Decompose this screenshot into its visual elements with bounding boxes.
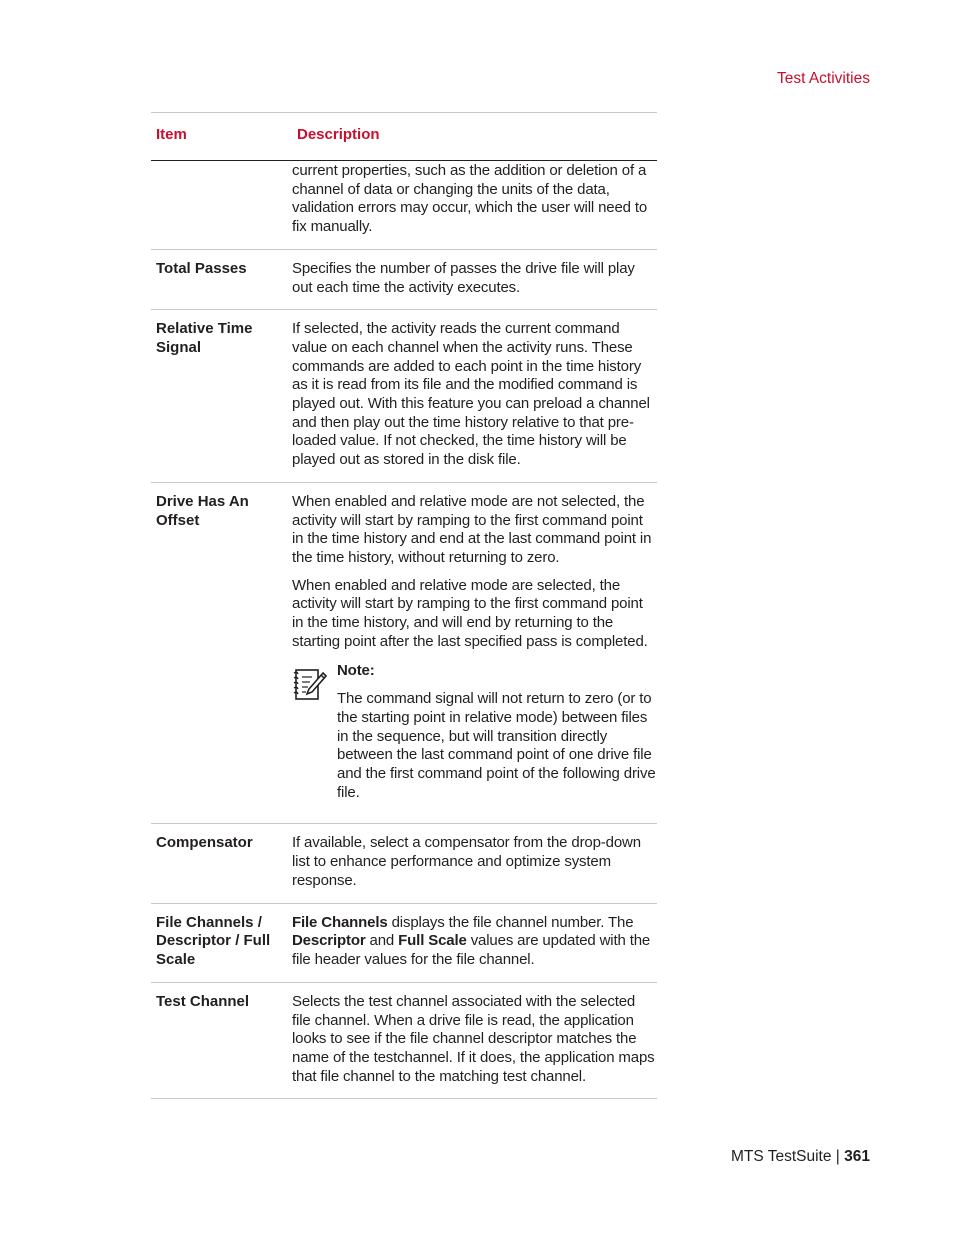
row-description — [292, 162, 657, 237]
description-paragraph: When enabled and relative mode are selected, the activity will start by ramping to the first command point in the time history, and will end by returning to the starting point after the last specified pass is completed. — [292, 576, 648, 650]
table-row — [151, 310, 657, 483]
term-file-channels: File Channels — [292, 913, 388, 931]
table-row — [151, 483, 657, 825]
table-row — [151, 161, 657, 250]
table-header — [151, 113, 657, 161]
description-paragraph: Selects the test channel associated with the selected file channel. When a drive file is read, the application looks to see if the file channel descriptor matches the name of the testchannel. If it does, the application maps that file channel to the matching test channel. — [292, 992, 655, 1085]
text-run: displays the file channel number. The — [387, 913, 634, 931]
text-run: values are updated with the file header values for the file channel. — [292, 932, 651, 968]
item-description-table — [151, 112, 657, 1099]
row-description — [292, 914, 657, 970]
row-item-label: Relative Time Signal — [156, 320, 253, 357]
table-row — [151, 824, 657, 903]
row-description — [292, 834, 657, 890]
column-header-item: Item — [156, 126, 187, 143]
table-row — [151, 904, 657, 983]
description-paragraph: If selected, the activity reads the current command value on each channel when the activity runs. These commands are added to each point in the time history as it is read from its file and the modified command is played out. With this feature you can preload a channel and then play out the time history relative to that pre-loaded value. If not checked, the time history will be played out as stored in the disk file. — [292, 320, 650, 469]
row-description — [292, 320, 657, 470]
page-number: 361 — [844, 1148, 870, 1165]
footer-separator: | — [835, 1148, 840, 1165]
note-body — [337, 662, 657, 802]
row-item-label — [151, 162, 292, 237]
text-run: and — [365, 932, 399, 950]
row-description — [292, 260, 657, 297]
row-item-label: Total Passes — [156, 259, 247, 277]
note-text: The command signal will not return to zero (or to the starting point in relative mode) between files in the sequence, but will transition directly between the last command point of one drive file and the first command point of the following drive file. — [337, 690, 656, 801]
note-callout — [292, 662, 657, 802]
note-pencil-icon — [292, 662, 337, 802]
description-paragraph: If available, select a compensator from the drop-down list to enhance performance and optimize system response. — [292, 834, 641, 889]
table-row — [151, 983, 657, 1100]
page-footer — [731, 1148, 870, 1166]
term-descriptor: Descriptor — [292, 932, 366, 950]
column-header-description: Description — [297, 126, 380, 143]
description-paragraph: When enabled and relative mode are not selected, the activity will start by ramping to the first command point in the time history and end at the last command point in the time history, without returning to zero. — [292, 492, 652, 566]
row-description — [292, 493, 657, 803]
description-paragraph: Specifies the number of passes the drive file will play out each time the activity executes. — [292, 259, 635, 296]
term-full-scale: Full Scale — [398, 932, 467, 950]
footer-product: MTS TestSuite — [730, 1148, 832, 1165]
row-description — [292, 993, 657, 1087]
description-paragraph: current properties, such as the addition or deletion of a channel of data or changing the units of the data, validation errors may occur, which the user will need to fix manually. — [292, 162, 648, 236]
table-row — [151, 250, 657, 310]
running-header-section: Test Activities — [776, 70, 870, 87]
row-item-label: File Channels / Descriptor / Full Scale — [156, 913, 271, 969]
row-item-label: Test Channel — [156, 992, 250, 1010]
description-paragraph — [292, 914, 657, 970]
note-title: Note: — [337, 662, 375, 680]
row-item-label: Compensator — [156, 834, 253, 852]
row-item-label: Drive Has An Offset — [156, 492, 249, 529]
